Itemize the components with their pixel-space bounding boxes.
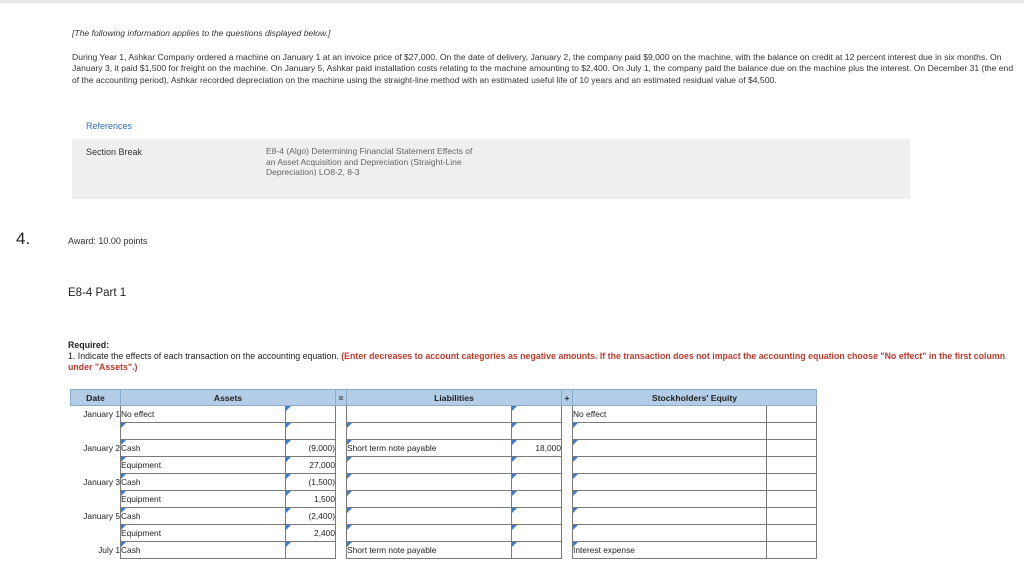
liability-amount-input[interactable] [512,474,562,491]
dropdown-indicator-icon [286,423,291,428]
table-row [71,423,817,440]
dropdown-indicator-icon [347,491,352,496]
section-break-label: Section Break [86,147,143,157]
plus-spacer [562,440,573,457]
dropdown-indicator-icon [573,508,578,513]
dropdown-indicator-icon [347,440,352,445]
liability-amount-input[interactable] [512,440,562,457]
table-row [71,474,817,491]
liability-account-select-value: Short term note payable [347,443,437,453]
asset-account-select-value: Cash [121,443,141,453]
dropdown-indicator-icon [121,508,126,513]
liability-account-select[interactable] [347,406,512,423]
equals-spacer [336,491,347,508]
required-note: (Enter decreases to account categories as negative amounts. If the transaction does not impact the accounting equation choose "No effect" in the first column under "Assets".) [68,351,1006,372]
table-row [71,406,817,423]
liability-amount-input[interactable] [512,491,562,508]
asset-account-select[interactable] [121,491,286,508]
asset-account-select-value: Equipment [121,460,162,470]
liability-account-select[interactable] [347,457,512,474]
asset-account-select[interactable] [121,406,286,423]
dropdown-indicator-icon [512,406,517,411]
equals-spacer [336,508,347,525]
dropdown-indicator-icon [573,491,578,496]
dropdown-indicator-icon [121,525,126,530]
liability-amount-input[interactable] [512,542,562,559]
asset-account-select[interactable] [121,440,286,457]
liability-amount-input[interactable] [512,406,562,423]
liability-account-select[interactable] [347,508,512,525]
date-cell [71,542,121,559]
liability-account-select[interactable] [347,423,512,440]
dropdown-indicator-icon [573,474,578,479]
dropdown-indicator-icon [573,457,578,462]
asset-amount-input[interactable] [286,406,336,423]
table-row [71,542,817,559]
liability-account-select[interactable] [347,440,512,457]
equals-spacer [336,457,347,474]
dropdown-indicator-icon [512,474,517,479]
table-row [71,440,817,457]
plus-spacer [562,491,573,508]
asset-amount-input[interactable] [286,508,336,525]
plus-spacer [562,423,573,440]
dropdown-indicator-icon [573,525,578,530]
dropdown-indicator-icon [286,508,291,513]
plus-spacer [562,474,573,491]
equity-account-select[interactable] [573,525,767,542]
liability-account-select-value: Short term note payable [347,545,437,555]
dropdown-indicator-icon [347,508,352,513]
equals-spacer [336,406,347,423]
date-cell [71,440,121,457]
table-row [71,525,817,542]
date-cell [71,406,121,423]
asset-amount-input-value: (1,500) [308,477,335,487]
asset-account-select[interactable] [121,508,286,525]
equals-spacer [336,474,347,491]
dropdown-indicator-icon [286,457,291,462]
asset-amount-input[interactable] [286,525,336,542]
required-instructions [68,340,1018,373]
date-cell-value: January 3 [83,477,120,487]
liability-amount-input[interactable] [512,457,562,474]
asset-account-select-value: Equipment [121,494,162,504]
dropdown-indicator-icon [347,457,352,462]
asset-account-select[interactable] [121,525,286,542]
dropdown-indicator-icon [573,542,578,547]
equity-account-select[interactable] [573,542,767,559]
dropdown-indicator-icon [573,423,578,428]
dropdown-indicator-icon [286,542,291,547]
equity-amount-input[interactable] [767,440,817,457]
intro-italic: [The following information applies to the questions displayed below.] [72,28,331,38]
dropdown-indicator-icon [512,491,517,496]
asset-amount-input-value: 1,500 [314,494,335,504]
equals-spacer [336,542,347,559]
equity-account-select[interactable] [573,423,767,440]
intro-body: During Year 1, Ashkar Company ordered a machine on January 1 at an invoice price of $27,000. On the date of delivery, January 2, the company paid $9,000 on the machine, with the balance on credit at 12 percent interest due in six months. On January 3, it paid $1,500 for freight on the machine. On January 5, Ashkar paid installation costs relating to the machine amounting to $2,400. On July 1, the company paid the balance due on the machine plus the interest. On December 31 (the end of the accounting period), Ashkar recorded depreciation on the machine using the straight-line method with an estimated useful life of 10 years and an estimated residual value of $4,500. [72,51,1014,85]
equity-account-select-value: No effect [573,409,607,419]
asset-amount-input[interactable] [286,423,336,440]
header-plus: + [562,390,573,406]
dropdown-indicator-icon [121,491,126,496]
section-break-box [72,139,910,199]
equity-account-select[interactable] [573,406,767,423]
date-cell [71,525,121,542]
date-cell-value: January 1 [83,409,120,420]
liability-amount-input[interactable] [512,508,562,525]
date-cell-value: July 1 [98,545,120,555]
header-liabilities: Liabilities [347,390,562,406]
date-cell [71,491,121,508]
dropdown-indicator-icon [512,457,517,462]
equity-account-select[interactable] [573,491,767,508]
dropdown-indicator-icon [512,542,517,547]
asset-account-select[interactable] [121,474,286,491]
plus-spacer [562,525,573,542]
asset-account-select-value: Cash [121,545,141,555]
dropdown-indicator-icon [573,440,578,445]
date-cell-value: January 5 [83,511,120,521]
table-row [71,491,817,508]
asset-account-select[interactable] [121,457,286,474]
dropdown-indicator-icon [286,525,291,530]
liability-account-select[interactable] [347,491,512,508]
date-cell [71,423,121,440]
equity-account-select[interactable] [573,440,767,457]
asset-amount-input-value: (2,400) [308,511,335,521]
required-heading: Required: [68,340,110,350]
section-break-description: E8-4 (Algo) Determining Financial Statement Effects of an Asset Acquisition and Depreciation (Straight-Line Depreciation) LO8-2, 8-3 [266,146,473,177]
dropdown-indicator-icon [286,440,291,445]
equity-amount-input[interactable] [767,474,817,491]
equity-amount-input[interactable] [767,423,817,440]
accounting-equation-table [70,389,817,559]
dropdown-indicator-icon [347,525,352,530]
asset-amount-input[interactable] [286,542,336,559]
equity-amount-input[interactable] [767,508,817,525]
plus-spacer [562,406,573,423]
asset-amount-input-value: (9,000) [308,443,335,453]
dropdown-indicator-icon [121,457,126,462]
table-header-row [71,390,817,406]
asset-account-select[interactable] [121,423,286,440]
liability-account-select[interactable] [347,525,512,542]
header-equity: Stockholders' Equity [573,390,817,406]
award-points: Award: 10.00 points [68,236,148,246]
dropdown-indicator-icon [286,491,291,496]
dropdown-indicator-icon [347,423,352,428]
equity-account-select-value: Interest expense [573,545,635,555]
asset-amount-input-value: 2,400 [314,528,335,538]
liability-account-select[interactable] [347,542,512,559]
asset-account-select[interactable] [121,542,286,559]
dropdown-indicator-icon [121,542,126,547]
asset-account-select-value: Cash [121,511,141,521]
asset-amount-input[interactable] [286,440,336,457]
asset-amount-input[interactable] [286,474,336,491]
equity-amount-input[interactable] [767,406,817,423]
dropdown-indicator-icon [512,440,517,445]
asset-account-select-value: No effect [121,409,155,419]
top-border [0,0,1024,3]
liability-amount-input[interactable] [512,423,562,440]
dropdown-indicator-icon [121,440,126,445]
dropdown-indicator-icon [121,423,126,428]
question-number: 4. [16,229,31,248]
plus-spacer [562,542,573,559]
date-cell [71,508,121,525]
asset-account-select-value: Cash [121,477,141,487]
plus-spacer [562,457,573,474]
part-title: E8-4 Part 1 [68,287,127,299]
equity-amount-input[interactable] [767,525,817,542]
required-instruction: 1. Indicate the effects of each transaction on the accounting equation. [68,351,339,361]
dropdown-indicator-icon [286,474,291,479]
equity-amount-input[interactable] [767,457,817,474]
liability-account-select[interactable] [347,474,512,491]
dropdown-indicator-icon [286,406,291,411]
header-date: Date [71,390,121,406]
asset-amount-input[interactable] [286,457,336,474]
intro-text [72,28,1022,86]
equity-account-select[interactable] [573,457,767,474]
equity-account-select[interactable] [573,508,767,525]
equity-amount-input[interactable] [767,491,817,508]
dropdown-indicator-icon [121,474,126,479]
references-link[interactable]: References [86,121,133,131]
liability-amount-input-value: 18,000 [535,443,561,453]
date-cell-value: January 2 [83,443,120,453]
header-equals: = [336,390,347,406]
date-cell [71,474,121,491]
dropdown-indicator-icon [347,542,352,547]
table-row [71,508,817,525]
equity-account-select[interactable] [573,474,767,491]
table-row [71,457,817,474]
dropdown-indicator-icon [347,474,352,479]
equals-spacer [336,423,347,440]
asset-amount-input[interactable] [286,491,336,508]
header-assets: Assets [121,390,336,406]
dropdown-indicator-icon [512,508,517,513]
asset-amount-input-value: 27,000 [309,460,335,470]
liability-amount-input[interactable] [512,525,562,542]
dropdown-indicator-icon [512,525,517,530]
plus-spacer [562,508,573,525]
date-cell [71,457,121,474]
equals-spacer [336,440,347,457]
equity-amount-input[interactable] [767,542,817,559]
dropdown-indicator-icon [512,423,517,428]
asset-account-select-value: Equipment [121,528,162,538]
equals-spacer [336,525,347,542]
